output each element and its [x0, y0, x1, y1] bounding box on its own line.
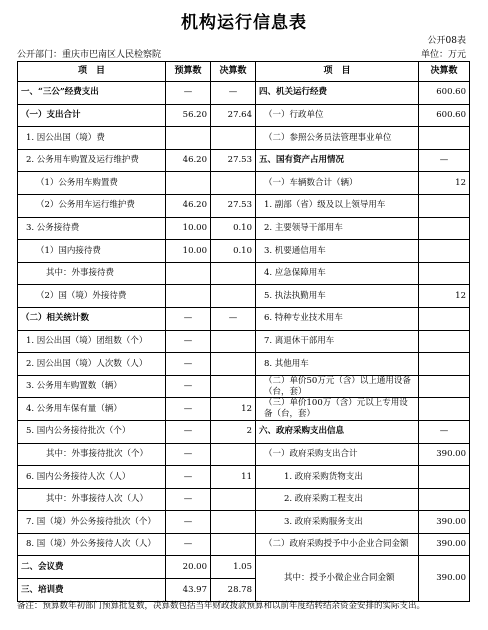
budget-value: 10.00 — [166, 217, 211, 240]
left-item: 3. 公务接待费 — [18, 217, 166, 240]
budget-value: — — [166, 353, 211, 376]
right-item: 8. 其他用车 — [256, 353, 419, 376]
right-item: 六、政府采购支出信息 — [256, 420, 419, 443]
right-value: 390.00 — [419, 511, 470, 534]
right-item: （二）参照公务员法管理事业单位 — [256, 127, 419, 150]
table-row — [18, 172, 470, 195]
right-item: 1. 政府采购货物支出 — [256, 466, 419, 489]
left-item: 其中：外事接待批次（个） — [18, 443, 166, 466]
final-value — [211, 262, 256, 285]
table-row — [18, 240, 470, 263]
budget-value: 46.20 — [166, 149, 211, 172]
final-value: 12 — [211, 398, 256, 421]
page-title: 机构运行信息表 — [181, 13, 307, 33]
col-header-item-right: 项 目 — [256, 62, 419, 82]
final-value — [211, 127, 256, 150]
right-item: （二）单价50万元（含）以上通用设备（台，套） — [256, 375, 419, 398]
left-item: （二）相关统计数 — [18, 307, 166, 330]
budget-value: — — [166, 375, 211, 398]
right-item: （一）政府采购支出合计 — [256, 443, 419, 466]
right-value — [419, 307, 470, 330]
budget-value: — — [166, 533, 211, 556]
budget-value: — — [166, 420, 211, 443]
final-value: 0.10 — [211, 240, 256, 263]
table-row — [18, 375, 470, 398]
left-item: 其中：外事接待人次（人） — [18, 488, 166, 511]
right-item: （三）单价100万（含）元以上专用设备（台，套） — [256, 398, 419, 421]
col-header-final-right: 决算数 — [419, 62, 470, 82]
right-value — [419, 127, 470, 150]
budget-value: 20.00 — [166, 556, 211, 579]
table-row — [18, 556, 470, 579]
final-value — [211, 330, 256, 353]
right-value — [419, 466, 470, 489]
right-item: 5. 执法执勤用车 — [256, 285, 419, 308]
budget-value: 43.97 — [166, 579, 211, 602]
left-item: 5. 国内公务接待批次（个） — [18, 420, 166, 443]
budget-value: — — [166, 398, 211, 421]
final-value — [211, 375, 256, 398]
col-header-final-left: 决算数 — [211, 62, 256, 82]
right-value: — — [419, 149, 470, 172]
table-row — [18, 466, 470, 489]
table-row — [18, 285, 470, 308]
budget-value: — — [166, 466, 211, 489]
final-value: 2 — [211, 420, 256, 443]
budget-value — [166, 127, 211, 150]
right-value: 12 — [419, 285, 470, 308]
right-value — [419, 375, 470, 398]
right-item: （一）行政单位 — [256, 104, 419, 127]
unit-label: 单位：万元 — [420, 50, 466, 60]
right-item: 2. 政府采购工程支出 — [256, 488, 419, 511]
right-value — [419, 262, 470, 285]
department-label: 公开部门：重庆市巴南区人民检察院 — [17, 50, 162, 60]
final-value — [211, 488, 256, 511]
left-item: 其中：外事接待费 — [18, 262, 166, 285]
table-row — [18, 307, 470, 330]
final-value: 27.64 — [211, 104, 256, 127]
right-item: 1. 副部（省）级及以上领导用车 — [256, 194, 419, 217]
table-row — [18, 511, 470, 534]
table-row — [18, 398, 470, 421]
right-value: 390.00 — [419, 556, 470, 601]
table-header-row — [18, 62, 470, 82]
footnote: 备注：预算数年初部门预算批复数，决算数包括当年财政拨款预算和以前年度结转结余资金安排的实际支出。 — [17, 601, 426, 611]
table-row — [18, 533, 470, 556]
budget-value — [166, 262, 211, 285]
budget-value — [166, 172, 211, 195]
right-value — [419, 240, 470, 263]
right-value — [419, 353, 470, 376]
right-item: 7. 离退休干部用车 — [256, 330, 419, 353]
budget-value: — — [166, 443, 211, 466]
final-value: — — [211, 307, 256, 330]
final-value — [211, 533, 256, 556]
budget-value: 10.00 — [166, 240, 211, 263]
right-value: 12 — [419, 172, 470, 195]
table-row — [18, 488, 470, 511]
left-item: 8. 国（境）外公务接待人次（人） — [18, 533, 166, 556]
budget-value: — — [166, 82, 211, 105]
final-value — [211, 285, 256, 308]
budget-value: — — [166, 330, 211, 353]
right-item: 其中：授予小微企业合同金额 — [256, 556, 419, 601]
col-header-budget: 预算数 — [166, 62, 211, 82]
table-row — [18, 194, 470, 217]
table-row — [18, 353, 470, 376]
info-table — [17, 61, 470, 602]
final-value — [211, 511, 256, 534]
table-row — [18, 217, 470, 240]
form-number: 公开08表 — [427, 36, 466, 46]
left-item: 4. 公务用车保有量（辆） — [18, 398, 166, 421]
right-item: 四、机关运行经费 — [256, 82, 419, 105]
right-item: 6. 特种专业技术用车 — [256, 307, 419, 330]
right-value: — — [419, 420, 470, 443]
table-row — [18, 330, 470, 353]
right-item: 3. 政府采购服务支出 — [256, 511, 419, 534]
budget-value: — — [166, 488, 211, 511]
final-value: — — [211, 82, 256, 105]
left-item: 2. 因公出国（境）人次数（人） — [18, 353, 166, 376]
budget-value: 56.20 — [166, 104, 211, 127]
table-row — [18, 127, 470, 150]
final-value — [211, 353, 256, 376]
left-item: （一）支出合计 — [18, 104, 166, 127]
right-item: 3. 机要通信用车 — [256, 240, 419, 263]
budget-value — [166, 285, 211, 308]
final-value: 27.53 — [211, 194, 256, 217]
final-value — [211, 172, 256, 195]
final-value: 27.53 — [211, 149, 256, 172]
right-item: （一）车辆数合计（辆） — [256, 172, 419, 195]
col-header-item-left: 项 目 — [18, 62, 166, 82]
right-value — [419, 488, 470, 511]
final-value: 1.05 — [211, 556, 256, 579]
right-value — [419, 398, 470, 421]
right-value — [419, 217, 470, 240]
final-value: 28.78 — [211, 579, 256, 602]
left-item: 6. 国内公务接待人次（人） — [18, 466, 166, 489]
right-value — [419, 194, 470, 217]
table-row — [18, 104, 470, 127]
right-value: 600.60 — [419, 104, 470, 127]
right-value — [419, 330, 470, 353]
left-item: 3. 公务用车购置数（辆） — [18, 375, 166, 398]
left-item: （2）国（境）外接待费 — [18, 285, 166, 308]
budget-value: 46.20 — [166, 194, 211, 217]
table-row — [18, 443, 470, 466]
table-row — [18, 262, 470, 285]
budget-value: — — [166, 511, 211, 534]
final-value: 0.10 — [211, 217, 256, 240]
left-item: 1. 因公出国（境）费 — [18, 127, 166, 150]
right-item: 2. 主要领导干部用车 — [256, 217, 419, 240]
table-row — [18, 420, 470, 443]
right-value: 390.00 — [419, 533, 470, 556]
left-item: 2. 公务用车购置及运行维护费 — [18, 149, 166, 172]
table-row — [18, 149, 470, 172]
right-item: （二）政府采购授予中小企业合同金额 — [256, 533, 419, 556]
table-row — [18, 82, 470, 105]
right-item: 4. 应急保障用车 — [256, 262, 419, 285]
final-value — [211, 443, 256, 466]
right-item: 五、国有资产占用情况 — [256, 149, 419, 172]
left-item: 三、培训费 — [18, 579, 166, 602]
left-item: （2）公务用车运行维护费 — [18, 194, 166, 217]
left-item: 7. 国（境）外公务接待批次（个） — [18, 511, 166, 534]
budget-value: — — [166, 307, 211, 330]
left-item: 1. 因公出国（境）团组数（个） — [18, 330, 166, 353]
right-value: 600.60 — [419, 82, 470, 105]
left-item: 一、“三公”经费支出 — [18, 82, 166, 105]
final-value: 11 — [211, 466, 256, 489]
right-value: 390.00 — [419, 443, 470, 466]
left-item: （1）国内接待费 — [18, 240, 166, 263]
left-item: 二、会议费 — [18, 556, 166, 579]
left-item: （1）公务用车购置费 — [18, 172, 166, 195]
